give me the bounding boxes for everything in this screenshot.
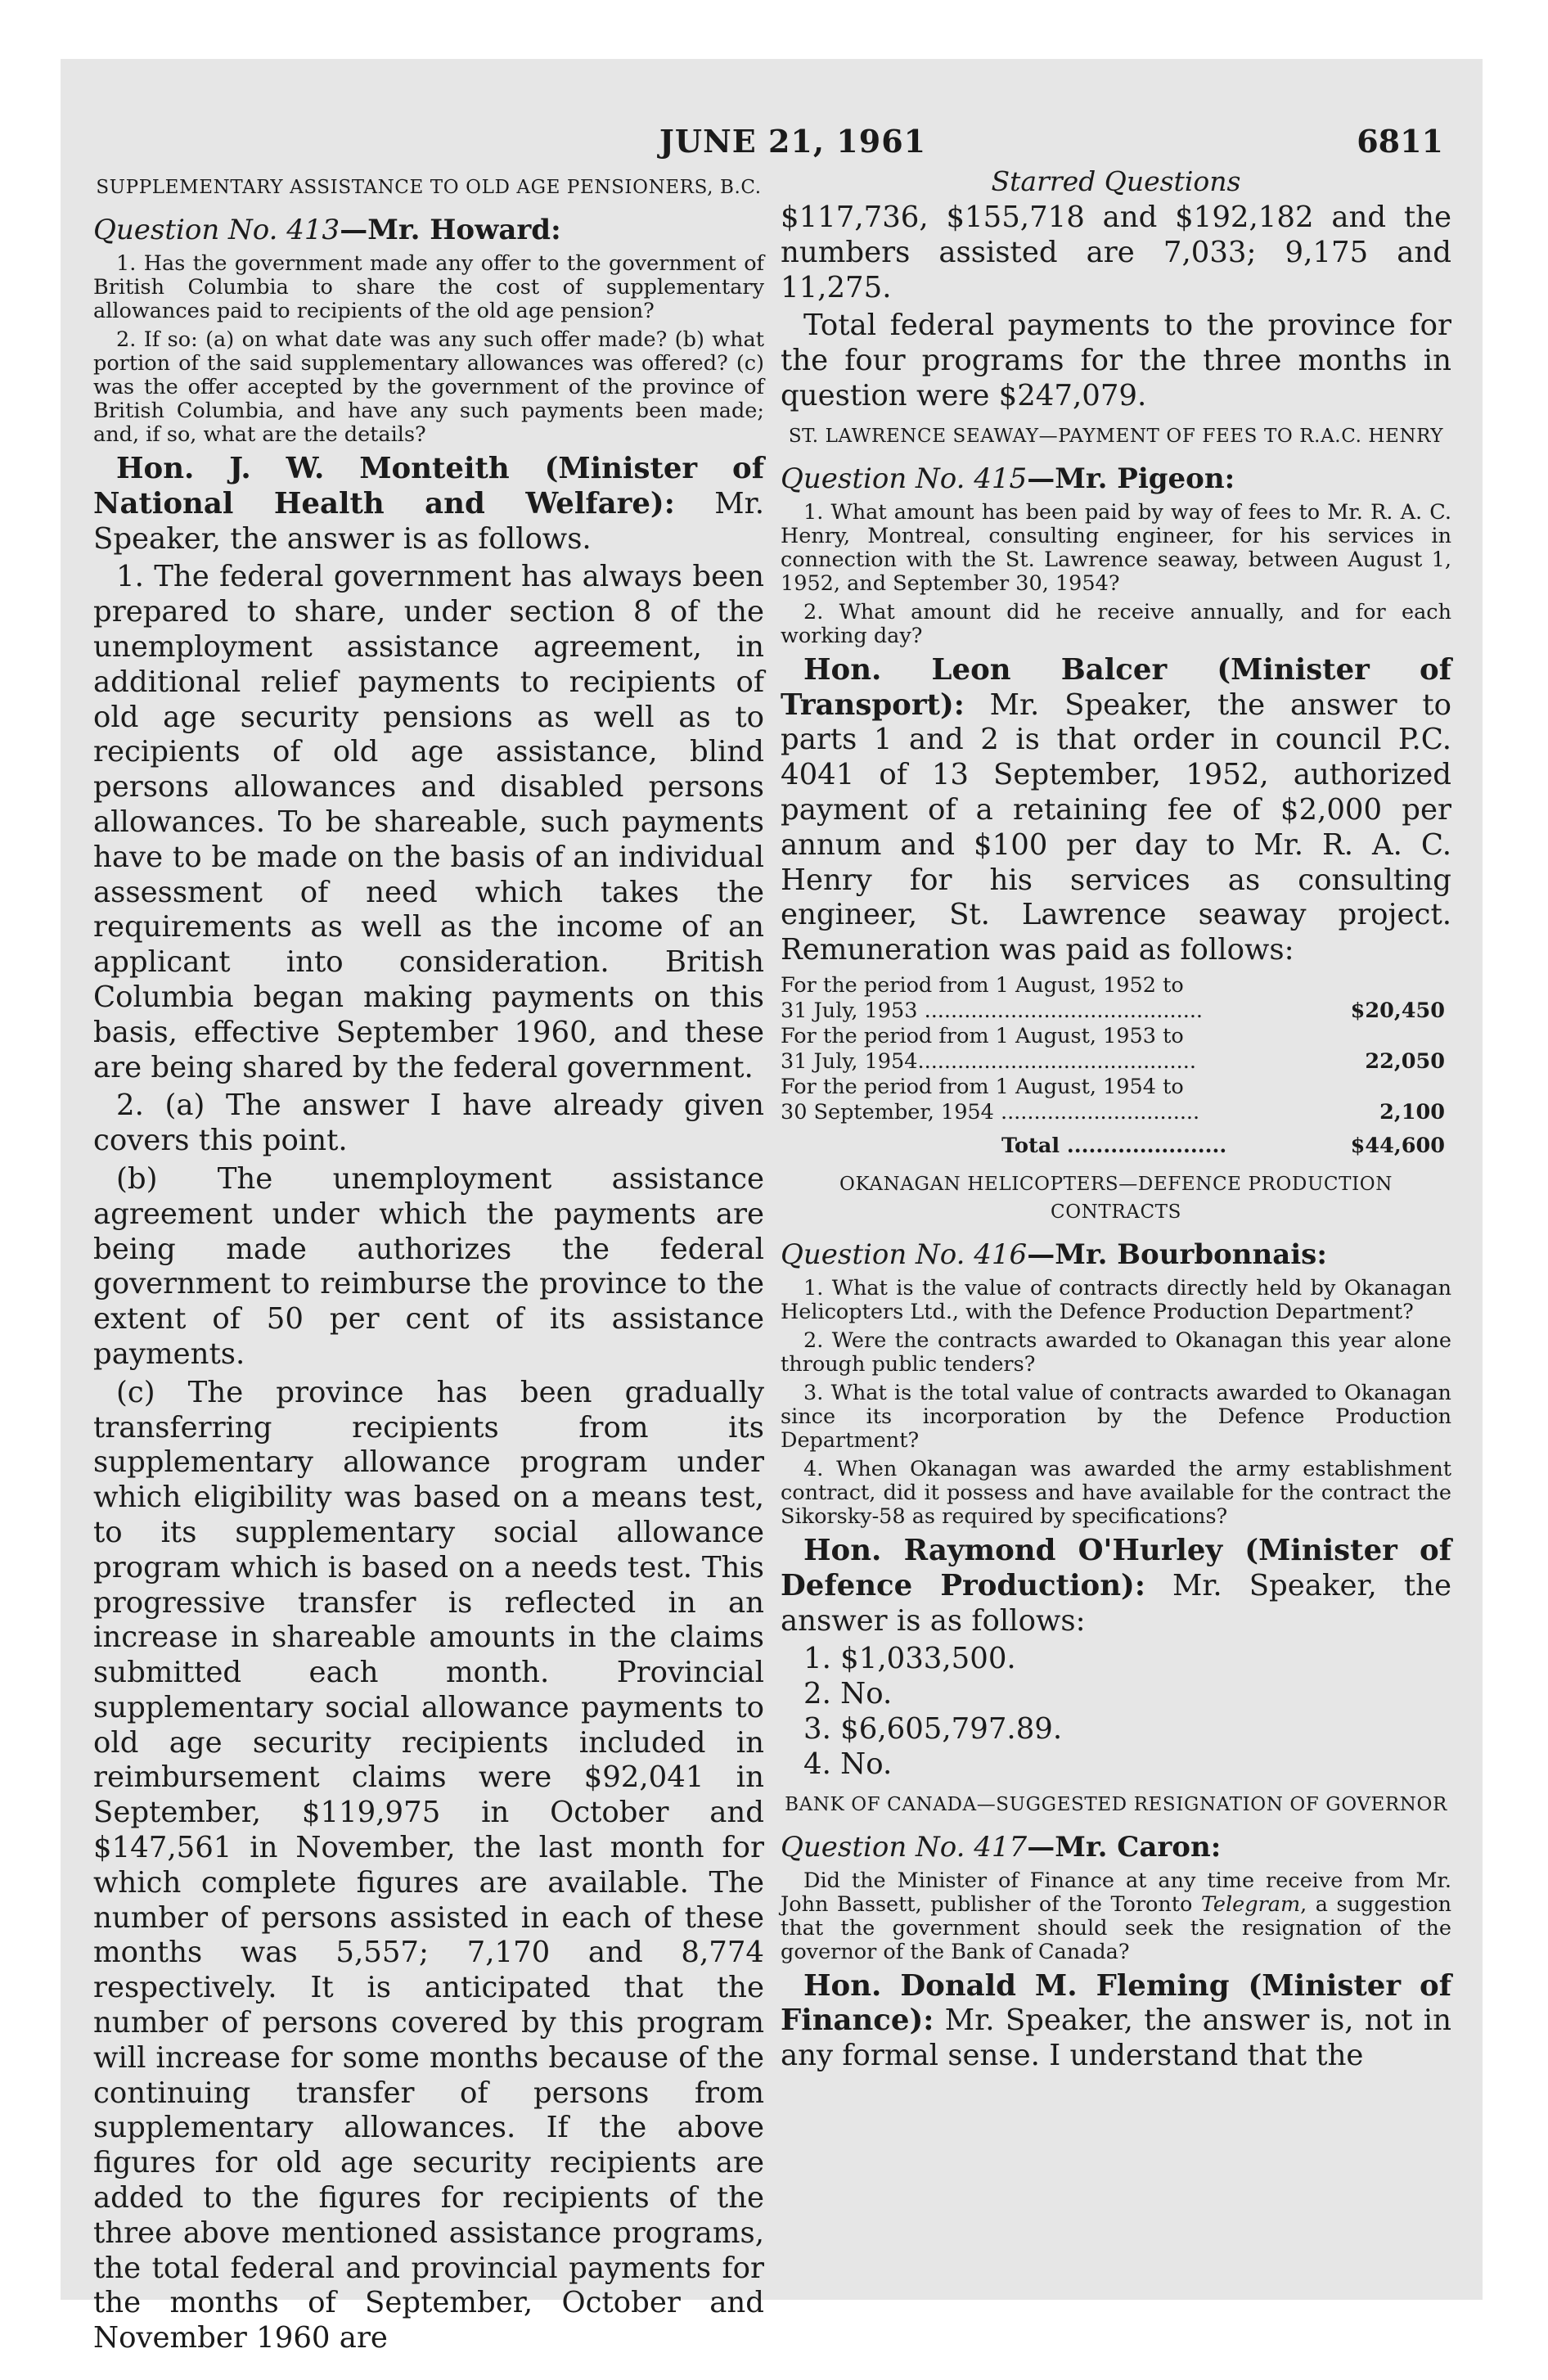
answer-speaker: Hon. Raymond O'Hurley (Minister of Defence Production): — [781, 1533, 1451, 1602]
question-asker: —Mr. Bourbonnais: — [1027, 1237, 1327, 1271]
question-413-line — [93, 213, 764, 247]
question-416-part-4: 4. When Okanagan was awarded the army establishment contract, did it possess and have available for the contract the Sikorsky-58 as required by specifications? — [781, 1456, 1451, 1529]
fees-row-amount: 2,100 — [1379, 1099, 1445, 1125]
document-page — [61, 59, 1483, 2355]
answer-413-continuation: $117,736, $155,718 and $192,182 and the numbers assisted are 7,033; 9,175 and 11,275. — [781, 201, 1451, 304]
left-column — [93, 165, 764, 2360]
question-417 — [781, 1869, 1451, 1964]
fees-row-line-2: 31 July, 1953 .......................................... — [781, 998, 1204, 1023]
question-number: Question No. 416 — [781, 1237, 1028, 1271]
answer-413-total-payments: Total federal payments to the province for the four programs for the three months in question were $247,079. — [781, 309, 1451, 412]
page-number: 6811 — [1357, 123, 1443, 160]
page-header — [61, 123, 1483, 172]
section-heading-okanagan: OKANAGAN HELICOPTERS—DEFENCE PRODUCTION CONTRACTS — [839, 1173, 1393, 1223]
question-415-part-1: 1. What amount has been paid by way of fees to Mr. R. A. C. Henry, Montreal, consulting engineer, for his services in connection with the St. Lawrence seaway, between August 1, 1952, and September 30, 1954? — [781, 499, 1451, 596]
question-416-part-1: 1. What is the value of contracts directly held by Okanagan Helicopters Ltd., with the Defence Production Department? — [781, 1275, 1451, 1324]
question-417-text-start: Did the Minister of Finance at any time receive from Mr. John Bassett, publisher of the Toronto — [781, 1868, 1451, 1917]
answer-speaker: Hon. Donald M. Fleming (Minister of Finance): — [781, 1968, 1451, 2038]
answer-413-part-2a: 2. (a) The answer I have already given covers this point. — [93, 1089, 764, 1158]
section-heading-bank-of-canada: BANK OF CANADA—SUGGESTED RESIGNATION OF GOVERNOR — [785, 1793, 1447, 1815]
question-415-part-2: 2. What amount did he receive annually, and for each working day? — [781, 599, 1451, 648]
answer-416-item: 3. $6,605,797.89. — [803, 1711, 1063, 1746]
fees-row-amount: 22,050 — [1365, 1048, 1445, 1074]
answer-413-part-2c: (c) The province has been gradually transferring recipients from its supplementary allowance program under which eligibility was based on a means test, to its supplementary social allowance program which is based on a needs test. This progressive transfer is reflected in an increase in shareable amounts in the claims submitted each month. Provincial supplementary social allowance payments to old age security recipients included in reimbursement claims were $92,041 in September, $119,975 in October and $147,561 in November, the last month for which complete figures are available. The number of persons assisted in each of these months was 5,557; 7,170 and 8,774 respectively. It is anticipated that the number of persons covered by this program will increase for some months because of the continuing transfer of persons from supplementary allowances. If the above figures for old age security recipients are added to the figures for recipients of the three above mentioned assistance programs, the total federal and provincial payments for the months of September, October and November 1960 are — [93, 1375, 764, 2355]
header-date: JUNE 21, 1961 — [659, 123, 927, 160]
answer-415 — [781, 653, 1451, 968]
answer-413-part-1: 1. The federal government has always been prepared to share, under section 8 of the unemployment assistance agreement, in additional relief payments to recipients of old age security pensions as well as to recipients of old age assistance, blind persons allowances and disabled persons allowances. To be shareable, such payments have to be made on the basis of an individual assessment of need which takes the requirements as well as the income of an applicant into consideration. British Columbia began making payments on this basis, effective September 1960, and these are being shared by the federal government. — [93, 560, 764, 1084]
answer-text: Mr. Speaker, the answer to parts 1 and 2 is that order in council P.C. 4041 of 13 September, 1952, authorized payment of a retaining fee of $2,000 per annum and $100 per day to Mr. R. A. C. Henry for his services as consulting engineer, St. Lawrence seaway project. Remuneration was paid as follows: — [781, 687, 1451, 967]
fees-row — [781, 1024, 1451, 1075]
answer-413-intro — [93, 452, 764, 557]
fees-row-line-1: For the period from 1 August, 1953 to — [781, 1023, 1184, 1048]
question-416-line — [781, 1237, 1451, 1272]
question-number: Question No. 415 — [781, 462, 1028, 495]
question-417-line — [781, 1830, 1451, 1864]
question-asker: —Mr. Howard: — [340, 214, 561, 246]
question-416-part-2: 2. Were the contracts awarded to Okanagan this year alone through public tenders? — [781, 1327, 1451, 1377]
fees-total-label: Total ...................... — [1001, 1133, 1227, 1158]
question-number: Question No. 417 — [781, 1830, 1028, 1864]
answer-intro-text: Mr. Speaker, the answer is as follows. — [93, 486, 764, 556]
question-413-part-2: 2. If so: (a) on what date was any such offer made? (b) what portion of the said supplementary allowances was offered? (c) was the offer accepted by the government of the province of British Columbia, and have any such payments been made; and, if so, what are the details? — [93, 327, 764, 447]
running-head: Starred Questions — [991, 165, 1241, 197]
answer-417 — [781, 1969, 1451, 2074]
question-asker: —Mr. Pigeon: — [1027, 462, 1235, 495]
answer-416-item: 4. No. — [803, 1747, 893, 1781]
question-number: Question No. 413 — [93, 214, 340, 246]
section-heading-seaway: ST. LAWRENCE SEAWAY—PAYMENT OF FEES TO R.A.C. HENRY — [788, 425, 1444, 447]
answer-413-part-2b: (b) The unemployment assistance agreement under which the payments are being made authorizes the federal government to reimburse the province to the extent of 50 per cent of its assistance payments. — [93, 1161, 764, 1371]
question-asker: —Mr. Caron: — [1027, 1830, 1222, 1864]
fees-row-line-1: For the period from 1 August, 1954 to — [781, 1074, 1184, 1099]
answer-416 — [781, 1534, 1451, 1639]
fees-row-line-1: For the period from 1 August, 1952 to — [781, 972, 1184, 998]
newspaper-title: Telegram — [1200, 1891, 1301, 1917]
answer-416-item: 2. No. — [803, 1677, 893, 1711]
fees-row — [781, 973, 1451, 1024]
answer-intro-text: Mr. Speaker, the answer is as follows: — [781, 1568, 1451, 1638]
section-heading-supplementary-assistance: SUPPLEMENTARY ASSISTANCE TO OLD AGE PENSIONERS, B.C. — [96, 177, 762, 198]
answer-speaker: Hon. J. W. Monteith (Minister of National Health and Welfare): — [93, 452, 764, 521]
fees-total-row — [781, 1134, 1451, 1159]
question-415-line — [781, 462, 1451, 496]
answer-speaker: Hon. Leon Balcer (Minister of Transport): — [781, 652, 1451, 722]
fees-table — [781, 973, 1451, 1159]
answer-416-item: 1. $1,033,500. — [803, 1642, 1016, 1676]
right-column — [781, 165, 1451, 2077]
question-413-part-1: 1. Has the government made any offer to the government of British Columbia to share the cost of supplementary allowances paid to recipients of the old age pension? — [93, 251, 764, 323]
question-416-part-3: 3. What is the total value of contracts awarded to Okanagan since its incorporation by the Defence Production Department? — [781, 1380, 1451, 1453]
fees-row-line-2: 30 September, 1954 .............................. — [781, 1099, 1200, 1125]
question-417-text-end: , a suggestion that the government should seek the resignation of the governor of the Bank of Canada? — [781, 1891, 1451, 1964]
fees-total-amount: $44,600 — [1350, 1133, 1445, 1158]
answer-text: Mr. Speaker, the answer is, not in any formal sense. I understand that the — [781, 2004, 1451, 2073]
fees-row — [781, 1075, 1451, 1125]
fees-row-line-2: 31 July, 1954.......................................... — [781, 1048, 1196, 1074]
fees-row-amount: $20,450 — [1350, 998, 1445, 1023]
